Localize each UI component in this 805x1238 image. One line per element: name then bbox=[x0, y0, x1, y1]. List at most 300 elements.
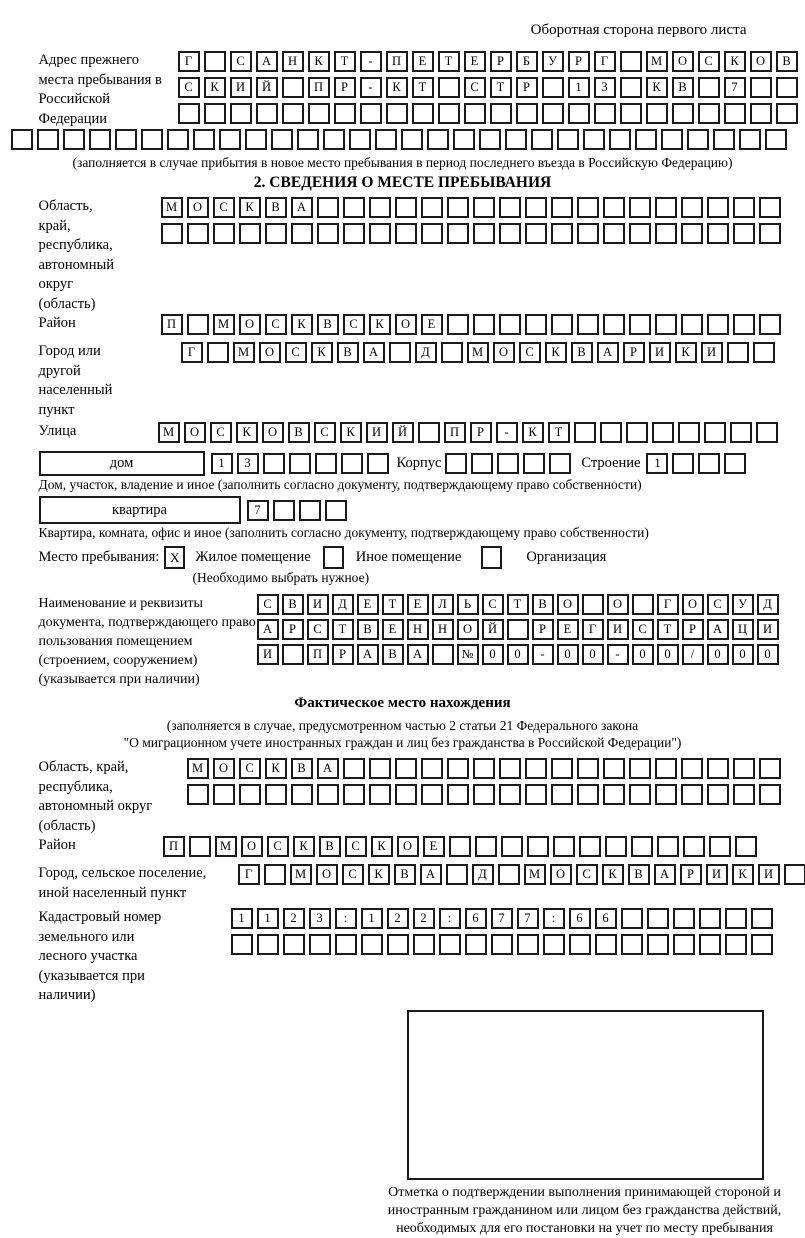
char-cell[interactable] bbox=[759, 223, 781, 244]
char-cell[interactable] bbox=[343, 758, 365, 779]
char-cell[interactable] bbox=[343, 223, 365, 244]
char-cell[interactable]: Ц bbox=[732, 619, 754, 640]
char-cell[interactable] bbox=[678, 422, 700, 443]
char-cell[interactable]: Г bbox=[582, 619, 604, 640]
char-cell[interactable]: С bbox=[707, 594, 729, 615]
char-cell[interactable] bbox=[265, 784, 287, 805]
char-cell[interactable]: Н bbox=[282, 51, 304, 72]
char-cell[interactable]: С bbox=[239, 758, 261, 779]
char-cell[interactable]: К bbox=[236, 422, 258, 443]
char-cell[interactable] bbox=[733, 784, 755, 805]
char-cell[interactable] bbox=[600, 422, 622, 443]
char-cell[interactable]: Г bbox=[178, 51, 200, 72]
char-cell[interactable]: И bbox=[757, 619, 779, 640]
char-cell[interactable]: В bbox=[571, 342, 593, 363]
char-cell[interactable] bbox=[161, 223, 183, 244]
char-cell[interactable] bbox=[263, 453, 285, 474]
char-cell[interactable] bbox=[308, 103, 330, 124]
char-cell[interactable] bbox=[141, 129, 163, 150]
char-cell[interactable]: П bbox=[444, 422, 466, 443]
char-cell[interactable]: И bbox=[649, 342, 671, 363]
char-cell[interactable]: С bbox=[230, 51, 252, 72]
char-cell[interactable]: О bbox=[316, 864, 338, 885]
char-cell[interactable]: А bbox=[357, 644, 379, 665]
char-cell[interactable] bbox=[784, 864, 805, 885]
char-cell[interactable]: Й bbox=[256, 77, 278, 98]
char-cell[interactable] bbox=[213, 784, 235, 805]
char-cell[interactable] bbox=[621, 934, 643, 955]
checkbox-residential[interactable]: X bbox=[164, 546, 185, 569]
char-cell[interactable]: 3 bbox=[237, 453, 259, 474]
char-cell[interactable] bbox=[37, 129, 59, 150]
char-cell[interactable] bbox=[387, 934, 409, 955]
char-cell[interactable] bbox=[89, 129, 111, 150]
char-cell[interactable]: 0 bbox=[632, 644, 654, 665]
char-cell[interactable]: И bbox=[701, 342, 723, 363]
char-cell[interactable] bbox=[655, 197, 677, 218]
char-cell[interactable]: М bbox=[161, 197, 183, 218]
char-cell[interactable] bbox=[582, 594, 604, 615]
char-cell[interactable]: Р bbox=[490, 51, 512, 72]
char-cell[interactable] bbox=[735, 836, 757, 857]
char-cell[interactable]: С bbox=[343, 314, 365, 335]
char-cell[interactable] bbox=[647, 934, 669, 955]
char-cell[interactable]: С bbox=[464, 77, 486, 98]
char-cell[interactable]: А bbox=[420, 864, 442, 885]
char-cell[interactable] bbox=[525, 197, 547, 218]
char-cell[interactable]: В bbox=[394, 864, 416, 885]
char-cell[interactable]: 6 bbox=[465, 908, 487, 929]
char-cell[interactable]: 0 bbox=[757, 644, 779, 665]
char-cell[interactable] bbox=[557, 129, 579, 150]
char-cell[interactable] bbox=[375, 129, 397, 150]
char-cell[interactable] bbox=[473, 314, 495, 335]
char-cell[interactable]: С bbox=[482, 594, 504, 615]
char-cell[interactable]: О bbox=[493, 342, 515, 363]
char-cell[interactable] bbox=[446, 864, 468, 885]
char-cell[interactable]: О bbox=[750, 51, 772, 72]
char-cell[interactable]: О bbox=[672, 51, 694, 72]
char-cell[interactable]: Е bbox=[412, 51, 434, 72]
char-cell[interactable] bbox=[63, 129, 85, 150]
char-cell[interactable]: С bbox=[178, 77, 200, 98]
char-cell[interactable]: В bbox=[288, 422, 310, 443]
char-cell[interactable] bbox=[441, 342, 463, 363]
char-cell[interactable] bbox=[418, 422, 440, 443]
char-cell[interactable] bbox=[497, 453, 519, 474]
char-cell[interactable] bbox=[291, 223, 313, 244]
char-cell[interactable] bbox=[551, 223, 573, 244]
char-cell[interactable] bbox=[673, 934, 695, 955]
char-cell[interactable]: Ь bbox=[457, 594, 479, 615]
char-cell[interactable] bbox=[603, 758, 625, 779]
char-cell[interactable] bbox=[568, 103, 590, 124]
char-cell[interactable]: А bbox=[407, 644, 429, 665]
char-cell[interactable]: И bbox=[758, 864, 780, 885]
char-cell[interactable] bbox=[343, 784, 365, 805]
char-cell[interactable] bbox=[527, 836, 549, 857]
char-cell[interactable] bbox=[681, 223, 703, 244]
char-cell[interactable] bbox=[465, 934, 487, 955]
char-cell[interactable] bbox=[167, 129, 189, 150]
char-cell[interactable]: К bbox=[602, 864, 624, 885]
char-cell[interactable] bbox=[395, 758, 417, 779]
char-cell[interactable]: 0 bbox=[707, 644, 729, 665]
char-cell[interactable] bbox=[531, 129, 553, 150]
char-cell[interactable]: О bbox=[187, 197, 209, 218]
char-cell[interactable] bbox=[629, 314, 651, 335]
char-cell[interactable]: О bbox=[259, 342, 281, 363]
char-cell[interactable]: Т bbox=[412, 77, 434, 98]
char-cell[interactable] bbox=[349, 129, 371, 150]
char-cell[interactable] bbox=[673, 908, 695, 929]
char-cell[interactable]: Т bbox=[332, 619, 354, 640]
char-cell[interactable]: О bbox=[457, 619, 479, 640]
char-cell[interactable] bbox=[239, 223, 261, 244]
char-cell[interactable] bbox=[325, 500, 347, 521]
char-cell[interactable]: Г bbox=[594, 51, 616, 72]
char-cell[interactable] bbox=[432, 644, 454, 665]
char-cell[interactable] bbox=[369, 758, 391, 779]
char-cell[interactable] bbox=[479, 129, 501, 150]
char-cell[interactable] bbox=[499, 314, 521, 335]
char-cell[interactable]: Р bbox=[682, 619, 704, 640]
char-cell[interactable]: К bbox=[732, 864, 754, 885]
char-cell[interactable] bbox=[256, 103, 278, 124]
char-cell[interactable] bbox=[427, 129, 449, 150]
char-cell[interactable] bbox=[369, 784, 391, 805]
char-cell[interactable] bbox=[213, 223, 235, 244]
char-cell[interactable] bbox=[525, 314, 547, 335]
char-cell[interactable]: Н bbox=[432, 619, 454, 640]
char-cell[interactable] bbox=[672, 453, 694, 474]
char-cell[interactable] bbox=[629, 197, 651, 218]
char-cell[interactable] bbox=[629, 223, 651, 244]
char-cell[interactable] bbox=[273, 500, 295, 521]
char-cell[interactable]: Д bbox=[472, 864, 494, 885]
char-cell[interactable] bbox=[297, 129, 319, 150]
char-cell[interactable]: И bbox=[706, 864, 728, 885]
char-cell[interactable]: Р bbox=[334, 77, 356, 98]
char-cell[interactable] bbox=[776, 103, 798, 124]
char-cell[interactable] bbox=[655, 314, 677, 335]
char-cell[interactable] bbox=[317, 223, 339, 244]
char-cell[interactable]: 1 bbox=[211, 453, 233, 474]
char-cell[interactable] bbox=[620, 51, 642, 72]
char-cell[interactable]: Т bbox=[507, 594, 529, 615]
char-cell[interactable] bbox=[523, 453, 545, 474]
char-cell[interactable] bbox=[739, 129, 761, 150]
char-cell[interactable]: С bbox=[345, 836, 367, 857]
char-cell[interactable]: : bbox=[335, 908, 357, 929]
char-cell[interactable]: К bbox=[291, 314, 313, 335]
char-cell[interactable] bbox=[447, 758, 469, 779]
char-cell[interactable] bbox=[543, 934, 565, 955]
char-cell[interactable] bbox=[553, 836, 575, 857]
char-cell[interactable] bbox=[733, 314, 755, 335]
char-cell[interactable] bbox=[733, 223, 755, 244]
char-cell[interactable]: В bbox=[265, 197, 287, 218]
char-cell[interactable]: Д bbox=[415, 342, 437, 363]
char-cell[interactable]: Р bbox=[680, 864, 702, 885]
char-cell[interactable]: 6 bbox=[569, 908, 591, 929]
char-cell[interactable]: Т bbox=[334, 51, 356, 72]
char-cell[interactable]: С bbox=[265, 314, 287, 335]
char-cell[interactable]: О bbox=[607, 594, 629, 615]
char-cell[interactable] bbox=[725, 908, 747, 929]
char-cell[interactable] bbox=[569, 934, 591, 955]
char-cell[interactable] bbox=[505, 129, 527, 150]
char-cell[interactable]: Р bbox=[470, 422, 492, 443]
char-cell[interactable]: О bbox=[262, 422, 284, 443]
char-cell[interactable] bbox=[551, 784, 573, 805]
char-cell[interactable]: Т bbox=[548, 422, 570, 443]
char-cell[interactable] bbox=[309, 934, 331, 955]
char-cell[interactable] bbox=[759, 784, 781, 805]
char-cell[interactable] bbox=[447, 223, 469, 244]
char-cell[interactable] bbox=[317, 197, 339, 218]
char-cell[interactable] bbox=[629, 758, 651, 779]
char-cell[interactable] bbox=[499, 223, 521, 244]
char-cell[interactable] bbox=[698, 453, 720, 474]
char-cell[interactable]: У bbox=[542, 51, 564, 72]
char-cell[interactable] bbox=[389, 342, 411, 363]
char-cell[interactable]: 0 bbox=[582, 644, 604, 665]
char-cell[interactable] bbox=[733, 758, 755, 779]
char-cell[interactable]: / bbox=[682, 644, 704, 665]
char-cell[interactable] bbox=[438, 77, 460, 98]
char-cell[interactable] bbox=[759, 197, 781, 218]
char-cell[interactable] bbox=[655, 223, 677, 244]
char-cell[interactable]: С bbox=[314, 422, 336, 443]
char-cell[interactable]: П bbox=[386, 51, 408, 72]
char-cell[interactable]: Т bbox=[490, 77, 512, 98]
char-cell[interactable] bbox=[542, 77, 564, 98]
char-cell[interactable]: В bbox=[337, 342, 359, 363]
char-cell[interactable] bbox=[646, 103, 668, 124]
char-cell[interactable]: Д bbox=[757, 594, 779, 615]
char-cell[interactable]: С bbox=[698, 51, 720, 72]
char-cell[interactable] bbox=[727, 342, 749, 363]
char-cell[interactable] bbox=[595, 934, 617, 955]
char-cell[interactable]: 1 bbox=[646, 453, 668, 474]
char-cell[interactable]: С bbox=[267, 836, 289, 857]
char-cell[interactable]: С bbox=[632, 619, 654, 640]
char-cell[interactable] bbox=[661, 129, 683, 150]
char-cell[interactable] bbox=[698, 103, 720, 124]
char-cell[interactable]: М bbox=[213, 314, 235, 335]
char-cell[interactable]: 7 bbox=[517, 908, 539, 929]
char-cell[interactable]: 3 bbox=[309, 908, 331, 929]
char-cell[interactable]: С bbox=[576, 864, 598, 885]
char-cell[interactable] bbox=[725, 934, 747, 955]
char-cell[interactable]: 1 bbox=[257, 908, 279, 929]
char-cell[interactable] bbox=[698, 77, 720, 98]
char-cell[interactable] bbox=[257, 934, 279, 955]
char-cell[interactable] bbox=[759, 314, 781, 335]
char-cell[interactable]: С bbox=[257, 594, 279, 615]
char-cell[interactable]: М bbox=[215, 836, 237, 857]
char-cell[interactable]: 7 bbox=[724, 77, 746, 98]
char-cell[interactable] bbox=[609, 129, 631, 150]
char-cell[interactable] bbox=[577, 197, 599, 218]
char-cell[interactable]: Д bbox=[332, 594, 354, 615]
char-cell[interactable]: 2 bbox=[413, 908, 435, 929]
char-cell[interactable] bbox=[733, 197, 755, 218]
char-cell[interactable] bbox=[724, 453, 746, 474]
char-cell[interactable]: О bbox=[241, 836, 263, 857]
char-cell[interactable]: А bbox=[317, 758, 339, 779]
char-cell[interactable] bbox=[507, 619, 529, 640]
char-cell[interactable] bbox=[525, 758, 547, 779]
char-cell[interactable] bbox=[652, 422, 674, 443]
char-cell[interactable] bbox=[672, 103, 694, 124]
char-cell[interactable] bbox=[386, 103, 408, 124]
char-cell[interactable] bbox=[603, 314, 625, 335]
char-cell[interactable]: В bbox=[382, 644, 404, 665]
char-cell[interactable] bbox=[707, 223, 729, 244]
char-cell[interactable]: А bbox=[597, 342, 619, 363]
char-cell[interactable]: 2 bbox=[283, 908, 305, 929]
char-cell[interactable] bbox=[473, 197, 495, 218]
char-cell[interactable] bbox=[447, 784, 469, 805]
char-cell[interactable]: В bbox=[291, 758, 313, 779]
char-cell[interactable] bbox=[583, 129, 605, 150]
char-cell[interactable]: А bbox=[363, 342, 385, 363]
char-cell[interactable] bbox=[421, 758, 443, 779]
char-cell[interactable]: К bbox=[239, 197, 261, 218]
char-cell[interactable]: Е bbox=[423, 836, 445, 857]
char-cell[interactable] bbox=[577, 758, 599, 779]
char-cell[interactable]: 3 bbox=[594, 77, 616, 98]
char-cell[interactable] bbox=[759, 758, 781, 779]
char-cell[interactable] bbox=[282, 77, 304, 98]
char-cell[interactable] bbox=[765, 129, 787, 150]
char-cell[interactable]: К bbox=[545, 342, 567, 363]
char-cell[interactable]: М bbox=[290, 864, 312, 885]
char-cell[interactable]: Т bbox=[382, 594, 404, 615]
char-cell[interactable] bbox=[704, 422, 726, 443]
char-cell[interactable]: 0 bbox=[657, 644, 679, 665]
char-cell[interactable]: А bbox=[256, 51, 278, 72]
char-cell[interactable] bbox=[282, 103, 304, 124]
char-cell[interactable]: 6 bbox=[595, 908, 617, 929]
char-cell[interactable]: Г bbox=[238, 864, 260, 885]
char-cell[interactable] bbox=[367, 453, 389, 474]
char-cell[interactable]: М bbox=[646, 51, 668, 72]
char-cell[interactable]: И bbox=[257, 644, 279, 665]
char-cell[interactable] bbox=[471, 453, 493, 474]
char-cell[interactable] bbox=[115, 129, 137, 150]
char-cell[interactable] bbox=[282, 644, 304, 665]
char-cell[interactable] bbox=[577, 784, 599, 805]
apartment-box[interactable]: квартира bbox=[39, 496, 241, 524]
char-cell[interactable] bbox=[751, 908, 773, 929]
char-cell[interactable]: Е bbox=[357, 594, 379, 615]
char-cell[interactable] bbox=[299, 500, 321, 521]
char-cell[interactable]: М bbox=[524, 864, 546, 885]
char-cell[interactable] bbox=[204, 103, 226, 124]
char-cell[interactable] bbox=[491, 934, 513, 955]
char-cell[interactable]: О bbox=[550, 864, 572, 885]
char-cell[interactable] bbox=[178, 103, 200, 124]
char-cell[interactable] bbox=[245, 129, 267, 150]
char-cell[interactable] bbox=[193, 129, 215, 150]
char-cell[interactable] bbox=[289, 453, 311, 474]
char-cell[interactable] bbox=[516, 103, 538, 124]
char-cell[interactable]: Е bbox=[421, 314, 443, 335]
char-cell[interactable] bbox=[730, 422, 752, 443]
char-cell[interactable] bbox=[271, 129, 293, 150]
char-cell[interactable] bbox=[603, 197, 625, 218]
char-cell[interactable] bbox=[447, 197, 469, 218]
char-cell[interactable] bbox=[412, 103, 434, 124]
char-cell[interactable] bbox=[499, 758, 521, 779]
char-cell[interactable] bbox=[187, 223, 209, 244]
char-cell[interactable] bbox=[421, 223, 443, 244]
char-cell[interactable] bbox=[707, 784, 729, 805]
char-cell[interactable]: Е bbox=[382, 619, 404, 640]
char-cell[interactable]: В bbox=[776, 51, 798, 72]
char-cell[interactable] bbox=[517, 934, 539, 955]
char-cell[interactable] bbox=[499, 784, 521, 805]
char-cell[interactable]: Р bbox=[332, 644, 354, 665]
char-cell[interactable] bbox=[632, 594, 654, 615]
char-cell[interactable]: Г bbox=[657, 594, 679, 615]
char-cell[interactable]: О bbox=[239, 314, 261, 335]
char-cell[interactable] bbox=[750, 103, 772, 124]
char-cell[interactable]: К bbox=[293, 836, 315, 857]
char-cell[interactable] bbox=[603, 223, 625, 244]
char-cell[interactable]: К bbox=[308, 51, 330, 72]
char-cell[interactable] bbox=[189, 836, 211, 857]
char-cell[interactable]: - bbox=[607, 644, 629, 665]
char-cell[interactable]: С bbox=[342, 864, 364, 885]
char-cell[interactable] bbox=[631, 836, 653, 857]
char-cell[interactable] bbox=[683, 836, 705, 857]
char-cell[interactable]: - bbox=[496, 422, 518, 443]
char-cell[interactable] bbox=[681, 784, 703, 805]
char-cell[interactable]: К bbox=[369, 314, 391, 335]
char-cell[interactable]: В bbox=[282, 594, 304, 615]
char-cell[interactable]: - bbox=[360, 51, 382, 72]
char-cell[interactable]: М bbox=[187, 758, 209, 779]
char-cell[interactable] bbox=[395, 784, 417, 805]
char-cell[interactable]: И bbox=[607, 619, 629, 640]
char-cell[interactable] bbox=[490, 103, 512, 124]
char-cell[interactable]: - bbox=[360, 77, 382, 98]
char-cell[interactable]: 0 bbox=[557, 644, 579, 665]
char-cell[interactable] bbox=[635, 129, 657, 150]
char-cell[interactable]: К bbox=[675, 342, 697, 363]
char-cell[interactable] bbox=[707, 314, 729, 335]
char-cell[interactable]: Р bbox=[623, 342, 645, 363]
char-cell[interactable] bbox=[577, 314, 599, 335]
char-cell[interactable]: Е bbox=[557, 619, 579, 640]
char-cell[interactable]: 0 bbox=[507, 644, 529, 665]
char-cell[interactable] bbox=[699, 934, 721, 955]
char-cell[interactable]: Л bbox=[432, 594, 454, 615]
char-cell[interactable] bbox=[361, 934, 383, 955]
char-cell[interactable]: В bbox=[532, 594, 554, 615]
char-cell[interactable]: Б bbox=[516, 51, 538, 72]
char-cell[interactable] bbox=[756, 422, 778, 443]
char-cell[interactable] bbox=[369, 197, 391, 218]
char-cell[interactable] bbox=[629, 784, 651, 805]
char-cell[interactable] bbox=[341, 453, 363, 474]
char-cell[interactable]: : bbox=[543, 908, 565, 929]
char-cell[interactable]: Й bbox=[482, 619, 504, 640]
